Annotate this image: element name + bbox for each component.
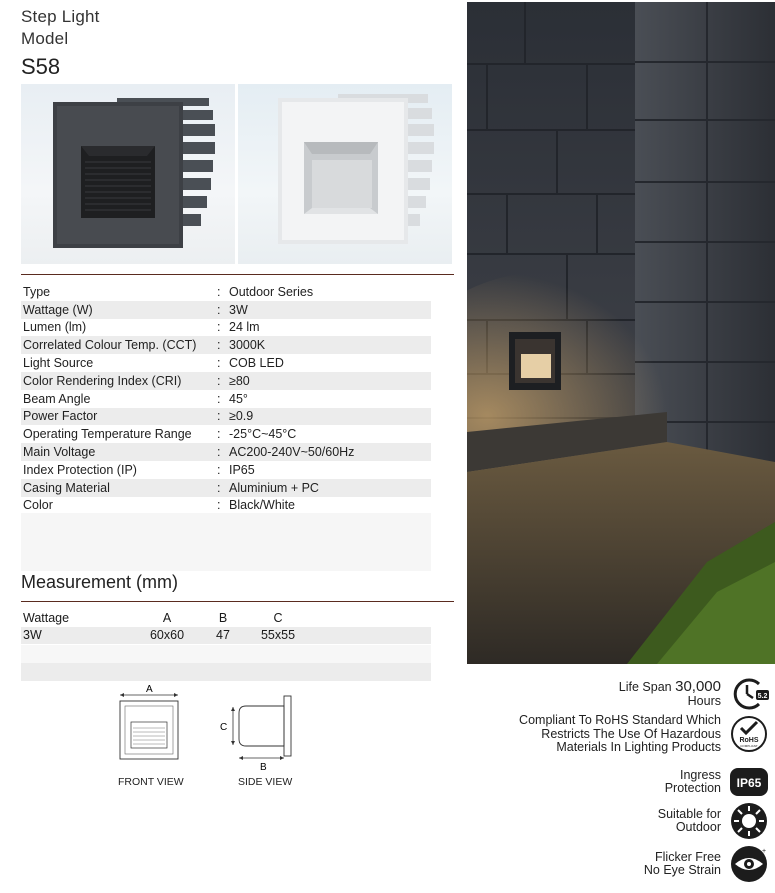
- svg-text:5.2: 5.2: [757, 693, 768, 700]
- rohs-line3: Materials In Lighting Products: [556, 740, 721, 754]
- spec-row: [21, 336, 431, 354]
- spec-label: Power Factor: [23, 409, 98, 424]
- spec-label: Casing Material: [23, 480, 110, 495]
- measurement-cell: 55x55: [260, 628, 296, 643]
- spec-label: Main Voltage: [23, 445, 96, 460]
- spec-colon: :: [217, 462, 221, 477]
- svg-text:+: +: [762, 848, 767, 855]
- rohs-line2: Restricts The Use Of Hazardous: [541, 726, 721, 741]
- dimension-c-label: C: [220, 722, 228, 733]
- spec-colon: :: [217, 427, 221, 442]
- spec-row: [21, 390, 431, 408]
- spec-colon: :: [217, 356, 221, 371]
- flicker-line2: No Eye Strain: [643, 863, 721, 877]
- measurement-padding: [21, 645, 431, 663]
- spec-label: Color Rendering Index (CRI): [23, 373, 182, 388]
- measurement-header: Wattage: [23, 610, 70, 625]
- svg-text:RoHS: RoHS: [739, 737, 759, 745]
- rohs-icon: [729, 714, 769, 754]
- spec-value: 45°: [229, 391, 248, 406]
- measurement-cell: 47: [216, 628, 230, 643]
- side-view-drawing: [220, 696, 291, 773]
- ip65-icon: [729, 762, 769, 802]
- measurement-header-row: [21, 609, 431, 627]
- svg-text:IP65: IP65: [736, 776, 762, 790]
- spec-colon: :: [217, 480, 221, 495]
- spec-label: Beam Angle: [23, 391, 91, 406]
- spec-value: 24 lm: [229, 320, 260, 335]
- spec-colon: :: [217, 302, 221, 317]
- measurement-cell: 3W: [23, 628, 42, 643]
- spec-colon: :: [217, 338, 221, 353]
- product-title: Step Light: [21, 7, 100, 26]
- spec-row: [21, 301, 431, 319]
- side-view-label: SIDE VIEW: [238, 776, 293, 788]
- measurement-row: [21, 627, 431, 645]
- spec-table: [21, 283, 431, 514]
- spec-colon: :: [217, 498, 221, 513]
- spec-colon: :: [217, 320, 221, 335]
- spec-row: [21, 354, 431, 372]
- product-photo-black: [21, 84, 235, 264]
- spec-row: [21, 283, 431, 301]
- spec-value: COB LED: [229, 356, 284, 371]
- clock-icon: [729, 674, 769, 714]
- spec-value: -25°C~45°C: [229, 427, 297, 442]
- svg-text:COMPLIANT: COMPLIANT: [740, 744, 758, 749]
- outdoor-line1: Suitable for: [657, 806, 721, 821]
- eye-icon: [729, 844, 769, 884]
- lifespan-unit: Hours: [687, 693, 721, 708]
- spec-label: Operating Temperature Range: [23, 427, 192, 442]
- measurement-rule: [21, 601, 454, 602]
- lifespan-number: 30,000: [675, 678, 721, 695]
- spec-row: [21, 319, 431, 337]
- spec-label: Index Protection (IP): [23, 462, 137, 477]
- measurement-table: [21, 609, 431, 644]
- flicker-line1: Flicker Free: [655, 849, 721, 864]
- measurement-padding-shaded: [21, 663, 431, 681]
- rohs-line1: Compliant To RoHS Standard Which: [519, 713, 721, 727]
- product-photo-white: [238, 84, 452, 264]
- model-label: Model: [21, 29, 69, 48]
- spec-label: Lumen (lm): [23, 320, 87, 335]
- feature-outdoor-text: [658, 808, 721, 835]
- spec-colon: :: [217, 409, 221, 424]
- spec-value: 3000K: [229, 338, 266, 353]
- feature-flicker-text: [644, 851, 721, 878]
- spec-value: ≥0.9: [229, 409, 254, 424]
- spec-value: ≥80: [229, 373, 250, 388]
- spec-row: [21, 461, 431, 479]
- spec-colon: :: [217, 373, 221, 388]
- spec-value: IP65: [229, 462, 255, 477]
- spec-label: Wattage (W): [23, 302, 93, 317]
- feature-rohs: [519, 714, 769, 755]
- dimension-a-label: A: [146, 684, 153, 695]
- spec-row: [21, 443, 431, 461]
- feature-outdoor: [658, 801, 769, 841]
- spec-table-padding: [21, 513, 431, 571]
- spec-row: [21, 479, 431, 497]
- model-code: S58: [21, 54, 61, 79]
- title-block: [21, 6, 100, 82]
- spec-value: 3W: [229, 302, 248, 317]
- feature-lifespan-text: [619, 680, 721, 708]
- feature-rohs-text: [519, 714, 721, 755]
- feature-ip-text: [665, 769, 721, 796]
- measurement-title: Measurement (mm): [21, 572, 179, 592]
- spec-top-rule: [21, 274, 454, 275]
- measurement-header: B: [218, 610, 228, 625]
- front-view-drawing: [120, 684, 178, 759]
- lifespan-prefix: Life Span: [618, 680, 672, 694]
- front-view-label: FRONT VIEW: [118, 776, 184, 788]
- measurement-header: C: [273, 610, 283, 625]
- spec-row: [21, 497, 431, 515]
- ip-line1: Ingress: [680, 767, 721, 782]
- sun-icon: [729, 801, 769, 841]
- spec-colon: :: [217, 284, 221, 299]
- dimension-b-label: B: [260, 762, 267, 773]
- spec-colon: :: [217, 391, 221, 406]
- spec-row: [21, 408, 431, 426]
- spec-label: Type: [23, 284, 51, 299]
- feature-ingress-protection: [665, 762, 769, 802]
- spec-label: Correlated Colour Temp. (CCT): [23, 338, 197, 353]
- measurement-header: A: [162, 610, 172, 625]
- spec-value: AC200-240V~50/60Hz: [229, 445, 355, 460]
- spec-row: [21, 372, 431, 390]
- spec-label: Color: [23, 498, 53, 513]
- measurement-cell: 60x60: [149, 628, 185, 643]
- spec-label: Light Source: [23, 356, 94, 371]
- spec-value: Aluminium + PC: [229, 480, 319, 495]
- outdoor-line2: Outdoor: [675, 820, 721, 834]
- feature-flicker-free: [644, 844, 769, 884]
- feature-lifespan: [619, 674, 769, 714]
- installation-scene-photo: [467, 2, 775, 664]
- ip-line2: Protection: [664, 781, 721, 795]
- spec-value: Black/White: [229, 498, 295, 513]
- spec-row: [21, 425, 431, 443]
- spec-colon: :: [217, 445, 221, 460]
- spec-value: Outdoor Series: [229, 284, 314, 299]
